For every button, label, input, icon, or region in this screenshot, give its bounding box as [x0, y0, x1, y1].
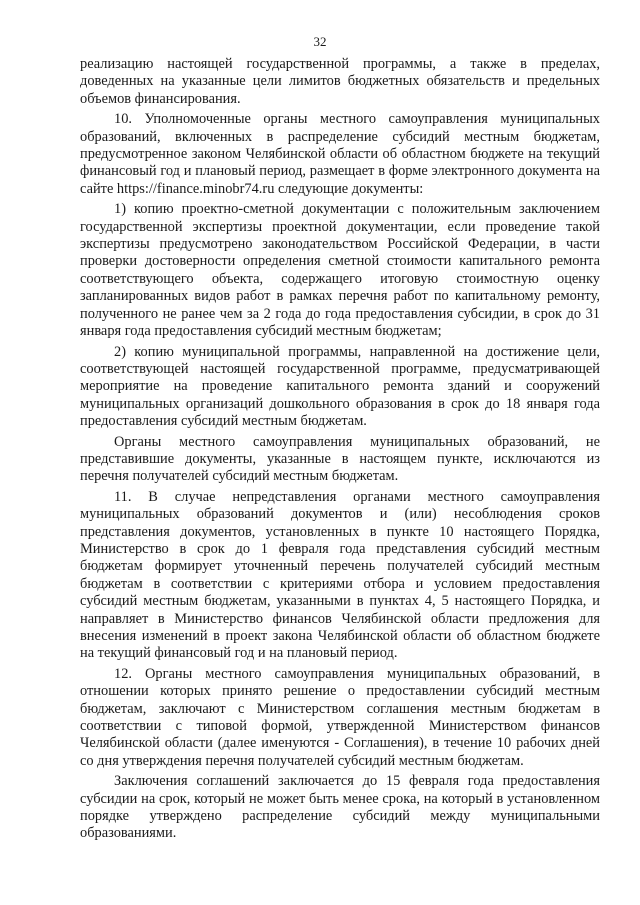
paragraph-item-11: 11. В случае непредставления органами местного самоуправления муниципальных образований документов и (или) несоблюдения сроков представления документов, установленных в пункте 10 настоящего Порядка, Министерство в срок до 1 февраля года представления субсидий местным бюджетам формирует уточненный перечень получателей субсидий местным бюджетам в соответствии с критериями отбора и условием предоставления субсидий местным бюджетам, указанными в пунктах 4, 5 настоящего Порядка, и направляет в Министерство финансов Челябинской области предложения для внесения изменений в проект закона Челябинской области об областном бюджете на текущий финансовый год и на плановый период. [80, 488, 600, 662]
paragraph-agreement-deadline: Заключения соглашений заключается до 15 февраля года предоставления субсидии на срок, который не может быть менее срока, на который в установленном порядке утверждено распределение субсидий между муниципальными образованиями. [80, 773, 600, 842]
paragraph-subitem-2: 2) копию муниципальной программы, направленной на достижение цели, соответствующей настоящей государственной программе, предусматривающей мероприятие на проведение капитального ремонта зданий и сооружений муниципальных организаций дошкольного образования в срок до 18 января года предоставления субсидий местным бюджетам. [80, 343, 600, 430]
page-number: 32 [313, 34, 327, 49]
paragraph-item-12: 12. Органы местного самоуправления муниципальных образований, в отношении которых принято решение о предоставлении субсидий местным бюджетам, заключают с Министерством соглашения местным бюджетам в соответствии с типовой формой, утвержденной Министерством финансов Челябинской области (далее именуются - Соглашения), в течение 10 рабочих дней со дня утверждения перечня получателей субсидий местным бюджетам. [80, 665, 600, 769]
paragraph-item-10: 10. Уполномоченные органы местного самоуправления муниципальных образований, включенных в распределение субсидий местным бюджетам, предусмотренное законом Челябинской области об областном бюджете на текущий финансовый год и плановый период, размещает в форме электронного документа на сайте https://finance.minobr74.ru следующие документы: [80, 111, 600, 197]
document-body [80, 56, 600, 846]
paragraph-continuation: реализацию настоящей государственной программы, а также в пределах, доведенных на указанные цели лимитов бюджетных обязательств и предельных объемов финансирования. [80, 56, 600, 107]
paragraph-exclusion-note: Органы местного самоуправления муниципальных образований, не представившие документы, указанные в настоящем пункте, исключаются из перечня получателей субсидий местным бюджетам. [80, 433, 600, 485]
paragraph-subitem-1: 1) копию проектно-сметной документации с положительным заключением государственной экспертизы проектной документации, если проведение такой экспертизы предусмотрено законодательством Российской Федерации, в части проверки достоверности определения сметной стоимости капитального ремонта соответствующего объекта, содержащего итоговую стоимостную оценку запланированных видов работ в рамках перечня работ по капитальному ремонту, полученного не ранее чем за 2 года до года предоставления субсидии, в срок до 31 января года предоставления субсидий местным бюджетам; [80, 201, 600, 340]
